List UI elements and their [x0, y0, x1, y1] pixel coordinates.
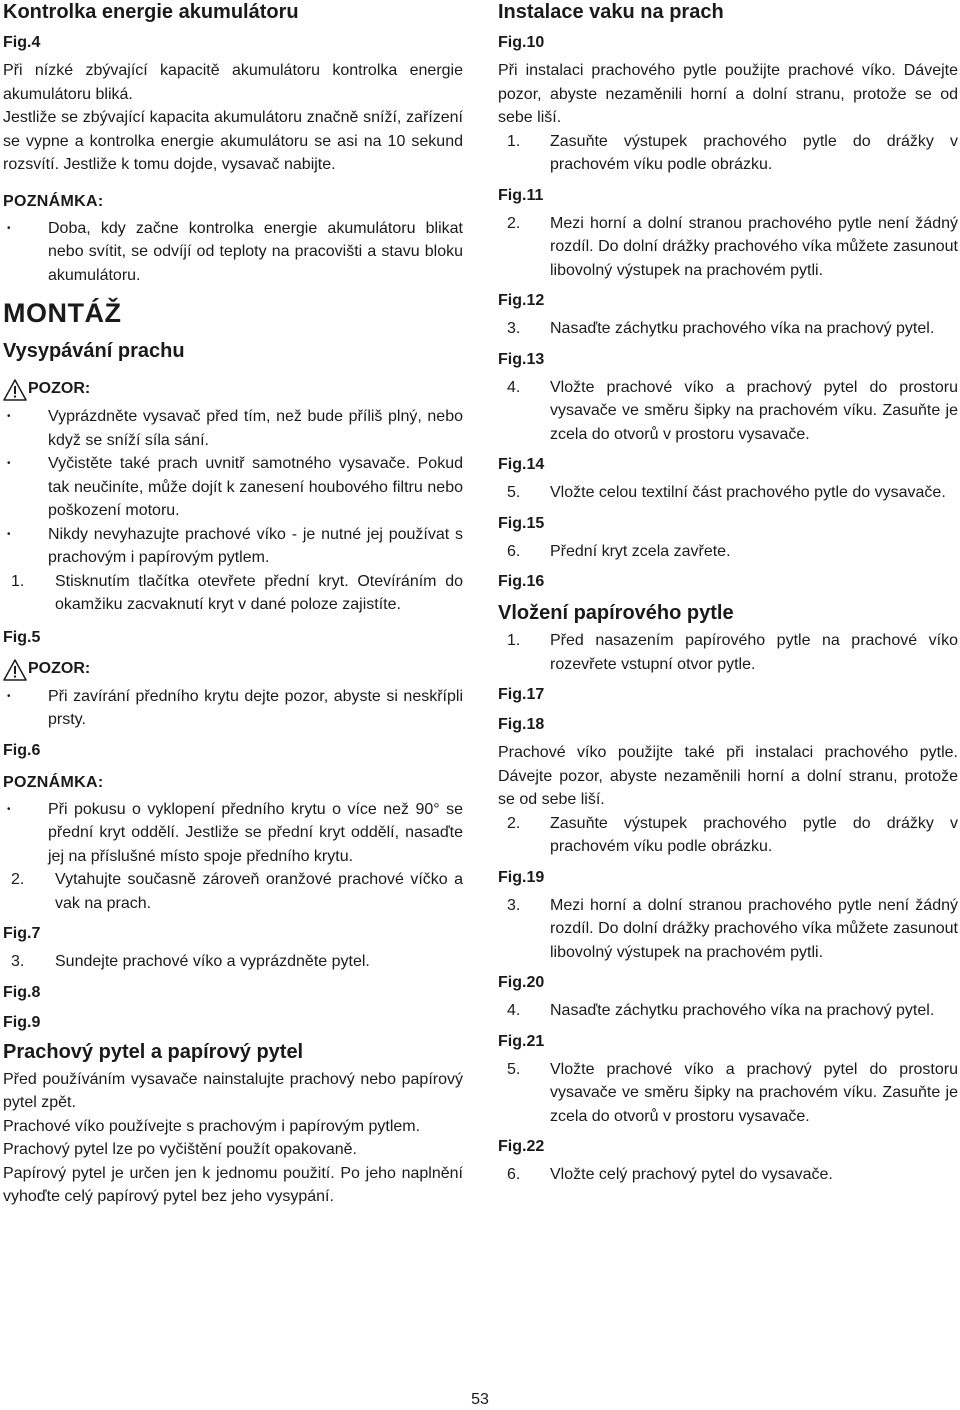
- caution-title: [3, 377, 463, 401]
- paper-bag-heading: Vložení papírového pytle: [498, 602, 734, 624]
- fig-12-label: Fig.12: [498, 292, 545, 309]
- caution-bullet-item: [3, 685, 463, 732]
- caution-bullet-item: [3, 523, 463, 570]
- caution-bullet-text: Vyprázdněte vysavač před tím, než bude příliš plný, nebo když se sníží síla sání.: [48, 408, 463, 449]
- caution-bullet-item: [3, 452, 463, 523]
- battery-paragraph-2: Jestliže se zbývající kapacita akumulátoru značně sníží, zařízení se vypne a kontrolka energie akumulátoru se asi na 10 sekund rozsvítí. Jestliže k tomu dojde, vysavač nabijte.: [3, 109, 463, 173]
- step-item: [498, 999, 958, 1023]
- step-number: 6.: [507, 542, 521, 560]
- fig-14-label: Fig.14: [498, 456, 545, 473]
- battery-paragraph-1: Při nízké zbývající kapacitě akumulátoru kontrolka energie akumulátoru bliká.: [3, 62, 463, 103]
- fig-17-label: Fig.17: [498, 686, 545, 703]
- caution-title-text: POZOR:: [28, 659, 91, 677]
- dust-emptying-heading: Vysypávání prachu: [3, 340, 185, 362]
- step-text: Sundejte prachové víko a vyprázdněte pytel.: [55, 953, 370, 970]
- fig-11-label: Fig.11: [498, 186, 544, 204]
- paper-paragraph: Prachové víko použijte také při instalaci prachového pytle. Dávejte pozor, abyste nezaměnili horní a dolní stranu, protože se od sebe liší.: [498, 744, 958, 808]
- step-item: [498, 212, 958, 283]
- warning-triangle-icon: [3, 379, 27, 401]
- step-item: [498, 376, 958, 447]
- step-number: 2.: [507, 814, 521, 832]
- caution-bullet-item: [3, 405, 463, 452]
- step-number: 3.: [507, 320, 521, 337]
- step-number: 2.: [11, 871, 25, 888]
- bullet-dot: •: [7, 222, 11, 234]
- step-text: Vložte celou textilní část prachového pytle do vysavače.: [550, 484, 946, 501]
- step-text: Stisknutím tlačítka otevřete přední kryt. Otevíráním do okamžiku zacvaknutí kryt v dané poloze zajistíte.: [55, 572, 463, 613]
- step-item: [3, 950, 463, 974]
- warning-triangle-icon: [3, 659, 27, 681]
- step-item: [3, 570, 463, 617]
- fig-20-label: Fig.20: [498, 974, 545, 991]
- step-number: 4.: [507, 378, 521, 396]
- caution-bullet-text: Vyčistěte také prach uvnitř samotného vysavače. Pokud tak neučiníte, může dojít k zanesení houbového filtru nebo poškození motoru.: [48, 455, 463, 519]
- step-number: 3.: [507, 896, 521, 914]
- left-column: [3, 0, 463, 1209]
- bullet-dot: •: [7, 803, 11, 815]
- step-text: Mezi horní a dolní stranou prachového pytle není žádný rozdíl. Do dolní drážky prachového víka můžete zasunout libovolný výstupek na prachovém pytli.: [550, 896, 958, 961]
- fig-16-label: Fig.16: [498, 573, 545, 590]
- note-bullet-item: [3, 217, 463, 288]
- bags-paragraph-3: Prachový pytel lze po vyčištění použít opakovaně.: [3, 1141, 357, 1158]
- step-text: Nasaďte záchytku prachového víka na prachový pytel.: [550, 1002, 935, 1019]
- caution-title-text: POZOR:: [28, 380, 91, 397]
- bullet-dot: •: [7, 690, 11, 702]
- note-title: POZNÁMKA:: [3, 192, 104, 210]
- fig-13-label: Fig.13: [498, 350, 545, 368]
- step-number: 1.: [507, 132, 521, 150]
- step-number: 5.: [507, 484, 521, 501]
- step-text: Přední kryt zcela zavřete.: [550, 542, 731, 560]
- step-text: Mezi horní a dolní stranou prachového pytle není žádný rozdíl. Do dolní drážky prachového víka můžete zasunout libovolný výstupek na prachovém pytli.: [550, 214, 958, 279]
- step-text: Před nasazením papírového pytle na prachové víko rozevřete vstupní otvor pytle.: [550, 632, 958, 673]
- right-column: [498, 0, 958, 1187]
- step-item: [498, 629, 958, 676]
- step-text: Zasuňte výstupek prachového pytle do drážky v prachovém víku podle obrázku.: [550, 814, 958, 855]
- step-number: 5.: [507, 1060, 521, 1078]
- install-dust-bag-heading: Instalace vaku na prach: [498, 1, 724, 23]
- step-text: Zasuňte výstupek prachového pytle do drážky v prachovém víku podle obrázku.: [550, 132, 958, 173]
- note-bullet-text: Doba, kdy začne kontrolka energie akumulátoru blikat nebo svítit, se odvíjí od teploty na pracovišti a stavu bloku akumulátoru.: [48, 219, 463, 284]
- step-item: [498, 540, 958, 564]
- step-number: 6.: [507, 1166, 521, 1183]
- caution-bullet-text: Při zavírání předního krytu dejte pozor, abyste si neskřípli prsty.: [48, 687, 463, 728]
- fig-10-label: Fig.10: [498, 34, 545, 51]
- bags-paragraph-2: Prachové víko používejte s prachovým i papírovým pytlem.: [3, 1117, 421, 1135]
- step-item: [498, 894, 958, 965]
- montaz-heading: MONTÁŽ: [3, 298, 122, 328]
- note-bullet-text: Při pokusu o vyklopení předního krytu o více než 90° se přední kryt oddělí. Jestliže se přední kryt oddělí, nasaďte jej na příslušné místo spoje předního krytu.: [48, 800, 463, 865]
- step-item: [498, 130, 958, 177]
- fig-6-label: Fig.6: [3, 741, 41, 759]
- bags-paragraph-4: Papírový pytel je určen jen k jednomu použití. Po jeho naplnění vyhoďte celý papírový pytel bez jeho vysypání.: [3, 1164, 463, 1205]
- bags-paragraph-1: Před používáním vysavače nainstalujte prachový nebo papírový pytel zpět.: [3, 1070, 463, 1111]
- note-title: POZNÁMKA:: [3, 773, 104, 791]
- caution-title: [3, 657, 463, 681]
- caution-bullet-text: Nikdy nevyhazujte prachové víko - je nutné jej používat s prachovým i papírovým pytlem.: [48, 525, 463, 566]
- fig-8-label: Fig.8: [3, 983, 41, 1001]
- step-text: Nasaďte záchytku prachového víka na prachový pytel.: [550, 320, 935, 337]
- bullet-dot: •: [7, 458, 11, 469]
- step-number: 3.: [11, 953, 25, 970]
- step-number: 1.: [11, 572, 25, 590]
- step-number: 4.: [507, 1002, 521, 1019]
- step-item: [498, 1058, 958, 1129]
- step-text: Vložte prachové víko a prachový pytel do prostoru vysavače ve směru šipky na prachovém víku. Zasuňte je zcela do otvorů v prostoru vysavače.: [550, 378, 958, 443]
- step-number: 2.: [507, 214, 521, 232]
- install-paragraph: Při instalaci prachového pytle použijte prachové víko. Dávejte pozor, abyste nezaměnili horní a dolní stranu, protože se od sebe liší.: [498, 62, 958, 126]
- step-item: [498, 812, 958, 859]
- page-number: 53: [471, 1391, 489, 1408]
- step-text: Vytahujte současně zároveň oranžové prachové víčko a vak na prach.: [55, 871, 463, 912]
- fig-18-label: Fig.18: [498, 716, 545, 733]
- fig-21-label: Fig.21: [498, 1032, 545, 1050]
- fig-19-label: Fig.19: [498, 868, 545, 886]
- battery-indicator-heading: Kontrolka energie akumulátoru: [3, 1, 299, 23]
- step-item: [498, 1163, 958, 1187]
- fig-4-label: Fig.4: [3, 34, 41, 51]
- step-number: 1.: [507, 632, 521, 649]
- step-item: [3, 868, 463, 915]
- fig-15-label: Fig.15: [498, 514, 545, 532]
- fig-22-label: Fig.22: [498, 1138, 545, 1155]
- step-text: Vložte celý prachový pytel do vysavače.: [550, 1166, 833, 1183]
- fig-9-label: Fig.9: [3, 1013, 41, 1031]
- fig-5-label: Fig.5: [3, 628, 41, 646]
- bullet-dot: •: [7, 411, 11, 422]
- note-bullet-item: [3, 798, 463, 869]
- bags-heading: Prachový pytel a papírový pytel: [3, 1040, 304, 1063]
- step-text: Vložte prachové víko a prachový pytel do prostoru vysavače ve směru šipky na prachovém víku. Zasuňte je zcela do otvorů v prostoru vysavače.: [550, 1060, 958, 1125]
- bullet-dot: •: [7, 528, 11, 540]
- fig-7-label: Fig.7: [3, 925, 41, 942]
- step-item: [498, 317, 958, 341]
- step-item: [498, 481, 958, 505]
